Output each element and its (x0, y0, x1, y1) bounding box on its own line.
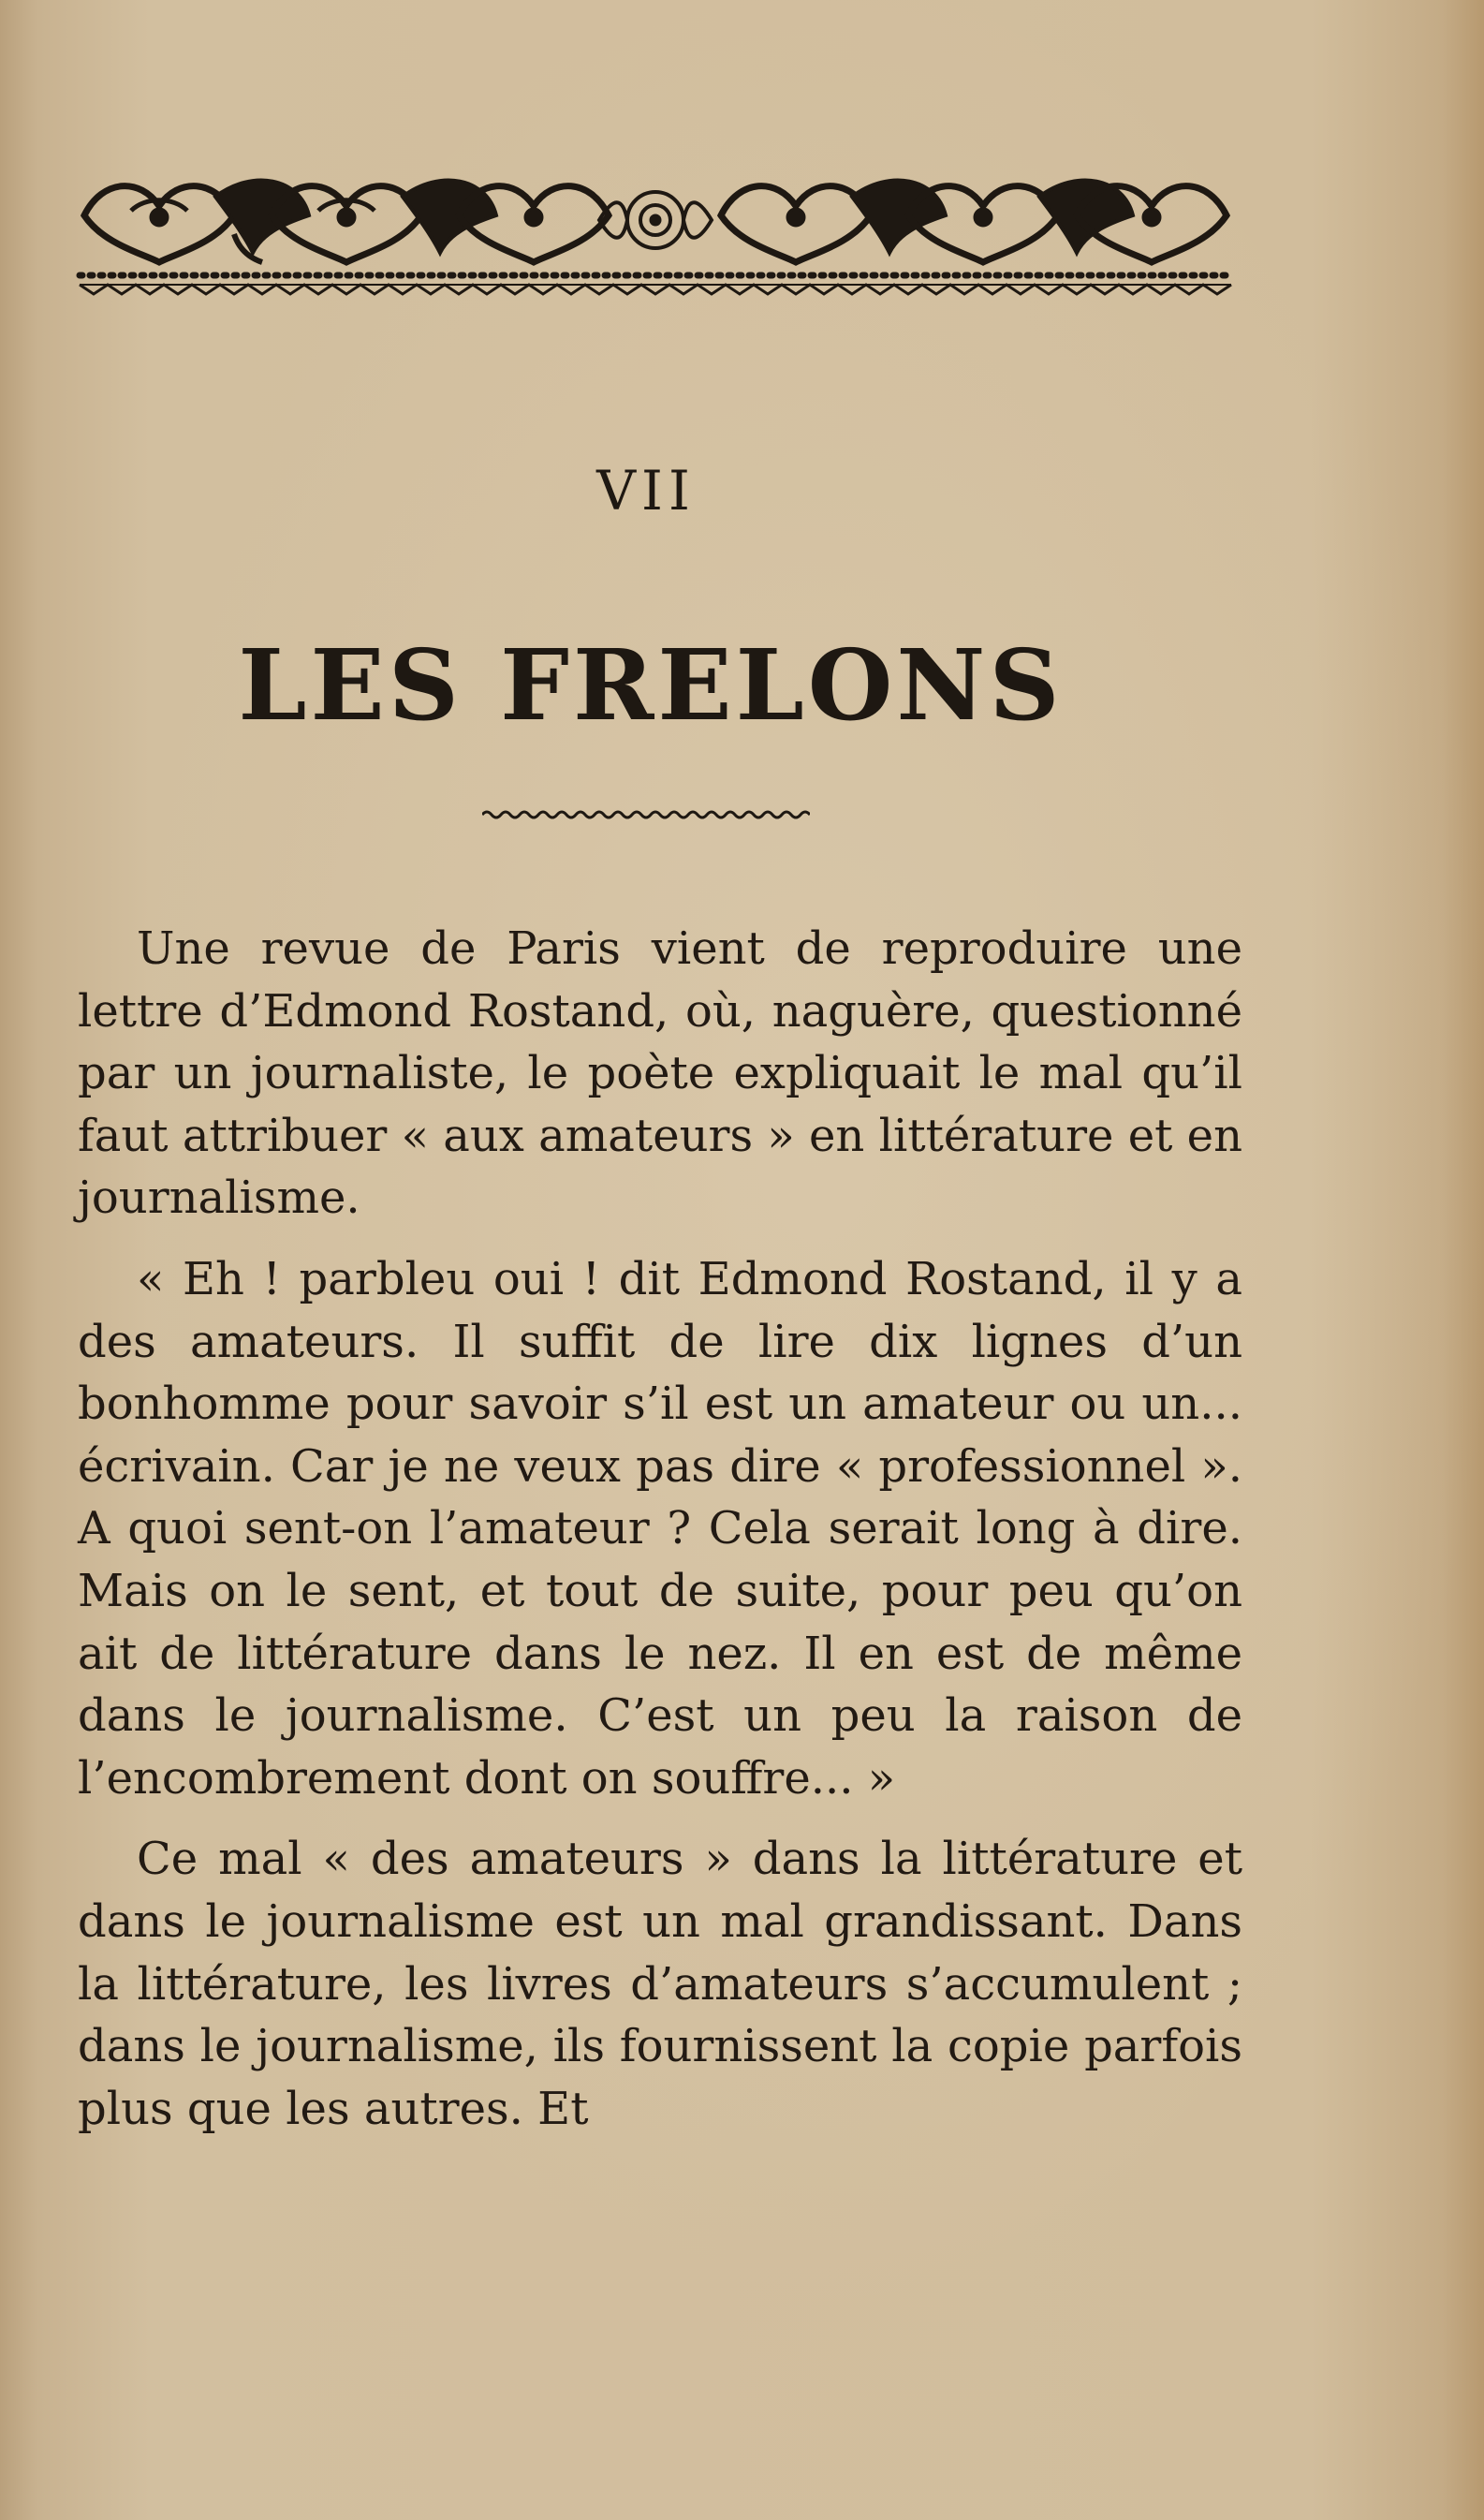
paragraph: « Eh ! parbleu oui ! dit Edmond Rostand, il y a des amateurs. Il suffit de lire dix lignes d’un bonhomme pour savoir s’il est un amateur ou un... écrivain. Car je ne veux pas dire « professionnel ». A quoi sent-on l’amateur ? Cela serait long à dire. Mais on le sent, et tout de suite, pour peu qu’on ait de littérature dans le nez. Il en est de même dans le journalisme. C’est un peu la raison de l’encombrement dont on souffre... » (78, 1252, 1242, 1805)
chapter-title: LES FRELONS (238, 627, 1064, 743)
chapter-number: VII (596, 459, 696, 523)
decorative-header-ornament (75, 159, 1236, 300)
paragraph: Une revue de Paris vient de reproduire une lettre d’Edmond Rostand, où, naguère, questionné par un journaliste, le poète expliquait le mal qu’il faut attribuer « aux amateurs » en littérature et en journalisme. (78, 922, 1242, 1225)
body-text (78, 918, 1242, 2159)
paragraph: Ce mal « des amateurs » dans la littérature et dans le journalisme est un mal grandissant. Dans la littérature, les livres d’amateurs s’accumulent ; dans le journalisme, ils fournissent la copie parfois plus que les autres. Et (78, 1833, 1242, 2135)
wavy-divider (482, 805, 810, 824)
